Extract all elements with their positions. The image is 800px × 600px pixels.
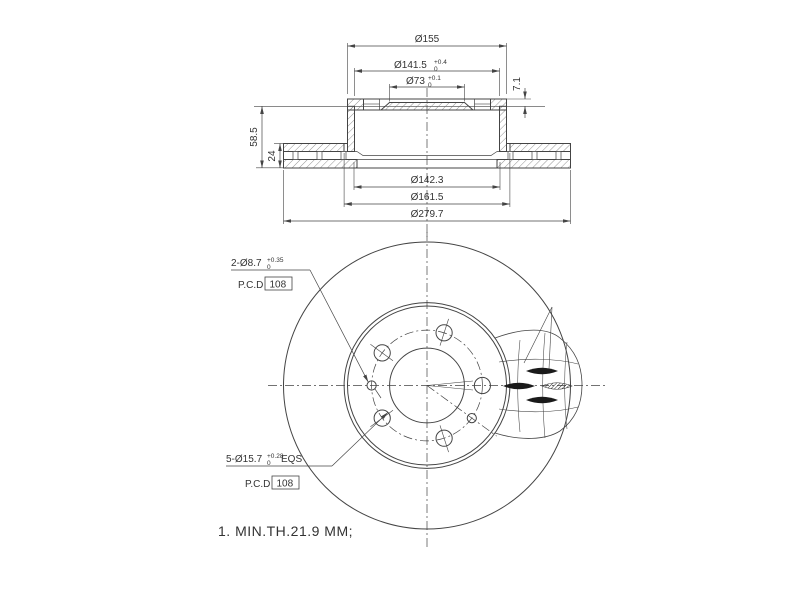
min-thickness-note: 1. MIN.TH.21.9 MM; (218, 523, 354, 539)
dim-recess-dia-tol-minus: 0 (434, 66, 438, 73)
section-view-labels (249, 34, 523, 220)
pilot-holes-tol-minus: 0 (267, 264, 271, 271)
stud-holes-pcd-value: 108 (276, 478, 294, 490)
dim-bore-dia-tol-minus: 0 (428, 82, 432, 89)
dim-recess-dia-tol-plus: +0.4 (434, 59, 447, 66)
stud-holes-tol-plus: +0.28 (267, 453, 284, 460)
dim-disc-thickness: 24 (267, 150, 278, 162)
section-view (254, 43, 571, 237)
stud-holes-eqs: EQS (281, 454, 303, 465)
pilot-holes-pcd-value: 108 (269, 279, 287, 291)
leader-lines (226, 270, 388, 466)
dim-flange-offset: 7.1 (512, 77, 523, 91)
dim-bore-dia: Ø73 (406, 76, 425, 87)
vent-section-detail (495, 307, 582, 438)
dim-hat-outer-dia: Ø155 (414, 34, 440, 45)
vane-cross-sections (503, 368, 572, 404)
front-view-labels (226, 257, 302, 490)
dim-bore-dia-tol-plus: +0.1 (428, 75, 441, 82)
dim-total-height: 58.5 (249, 127, 260, 147)
pilot-holes-callout: 2-Ø8.7 (231, 258, 262, 269)
dim-hat-inner-dia: Ø142.3 (410, 175, 444, 186)
stud-holes-tol-minus: 0 (267, 460, 271, 467)
stud-holes-pcd-label: P.C.D (245, 479, 271, 490)
pilot-holes-pcd-label: P.C.D (238, 280, 264, 291)
stud-holes-callout: 5-Ø15.7 (226, 454, 263, 465)
dim-groove-dia: Ø161.5 (410, 192, 444, 203)
dim-recess-dia: Ø141.5 (394, 60, 427, 71)
dim-outer-dia: Ø279.7 (410, 209, 444, 220)
pilot-holes-tol-plus: +0.35 (267, 257, 284, 264)
